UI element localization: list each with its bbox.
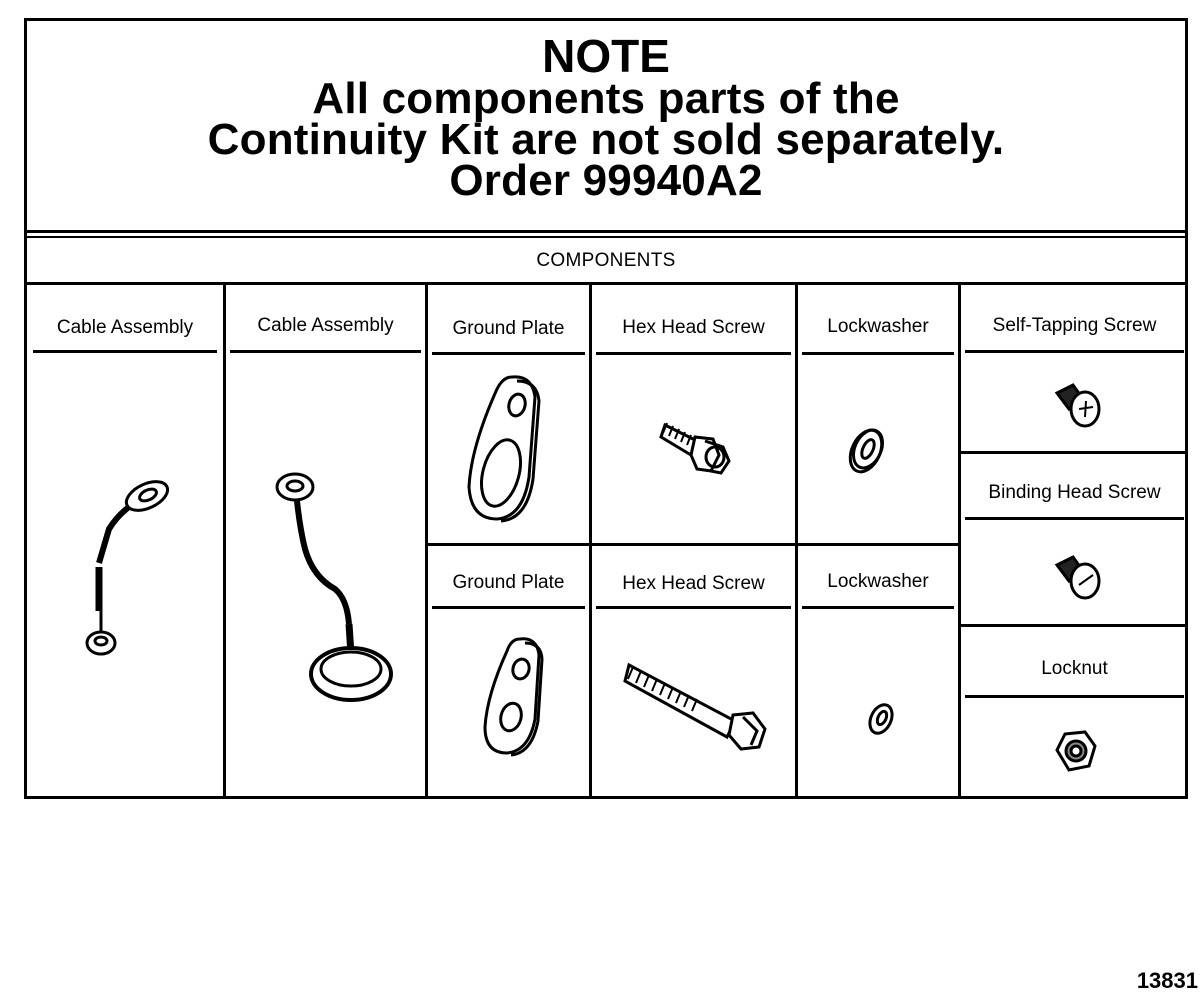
lockwasher-small-icon bbox=[861, 697, 901, 741]
label-underline bbox=[33, 350, 217, 353]
ground-plate-large-icon bbox=[457, 367, 557, 527]
label-underline bbox=[965, 695, 1184, 698]
label-ground-plate-1: Ground Plate bbox=[452, 318, 565, 339]
cable-assembly-long-icon bbox=[265, 459, 395, 699]
ground-plate-small-icon bbox=[475, 631, 555, 761]
column-divider bbox=[589, 285, 592, 799]
column-divider bbox=[795, 285, 798, 799]
binding-head-screw-icon bbox=[1049, 551, 1109, 606]
label-lockwasher-2: Lockwasher bbox=[827, 571, 929, 592]
label-self-tapping-screw: Self-Tapping Screw bbox=[992, 315, 1157, 336]
label-locknut: Locknut bbox=[1041, 658, 1108, 679]
note-line-2: Continuity Kit are not sold separately. bbox=[207, 115, 1005, 164]
label-cable-assembly-2: Cable Assembly bbox=[257, 315, 394, 336]
cable-assembly-short-icon bbox=[77, 471, 187, 671]
column-divider bbox=[958, 285, 961, 799]
lockwasher-large-icon bbox=[842, 421, 892, 481]
label-cable-assembly-1: Cable Assembly bbox=[56, 317, 194, 338]
self-tapping-screw-icon bbox=[1049, 379, 1109, 434]
note-line-3: Order 99940A2 bbox=[449, 156, 763, 205]
label-underline bbox=[802, 352, 954, 355]
divider bbox=[27, 282, 1185, 285]
label-underline bbox=[965, 350, 1184, 353]
note-line-1: All components parts of the bbox=[312, 74, 900, 123]
divider bbox=[27, 230, 1185, 233]
hex-head-screw-long-icon bbox=[625, 645, 775, 755]
label-underline bbox=[596, 606, 791, 609]
note-heading: NOTE bbox=[542, 30, 670, 82]
row-divider bbox=[961, 451, 1188, 454]
divider bbox=[27, 236, 1185, 238]
label-underline bbox=[432, 606, 585, 609]
label-hex-head-screw-1: Hex Head Screw bbox=[622, 317, 765, 338]
note-box bbox=[27, 21, 1185, 233]
row-divider bbox=[961, 624, 1188, 627]
column-divider bbox=[425, 285, 428, 799]
label-binding-head-screw: Binding Head Screw bbox=[988, 482, 1161, 503]
label-underline bbox=[230, 350, 421, 353]
label-hex-head-screw-2: Hex Head Screw bbox=[622, 573, 765, 594]
row-divider bbox=[428, 543, 958, 546]
label-underline bbox=[802, 606, 954, 609]
hex-head-screw-short-icon bbox=[657, 411, 747, 481]
locknut-icon bbox=[1047, 726, 1103, 776]
figure-number: 13831 bbox=[1136, 968, 1198, 993]
label-underline bbox=[965, 517, 1184, 520]
components-heading: COMPONENTS bbox=[536, 250, 676, 271]
label-ground-plate-2: Ground Plate bbox=[452, 572, 565, 593]
column-divider bbox=[223, 285, 226, 799]
label-underline bbox=[596, 352, 791, 355]
label-underline bbox=[432, 352, 585, 355]
label-lockwasher-1: Lockwasher bbox=[827, 316, 929, 337]
parts-table bbox=[24, 18, 1188, 799]
